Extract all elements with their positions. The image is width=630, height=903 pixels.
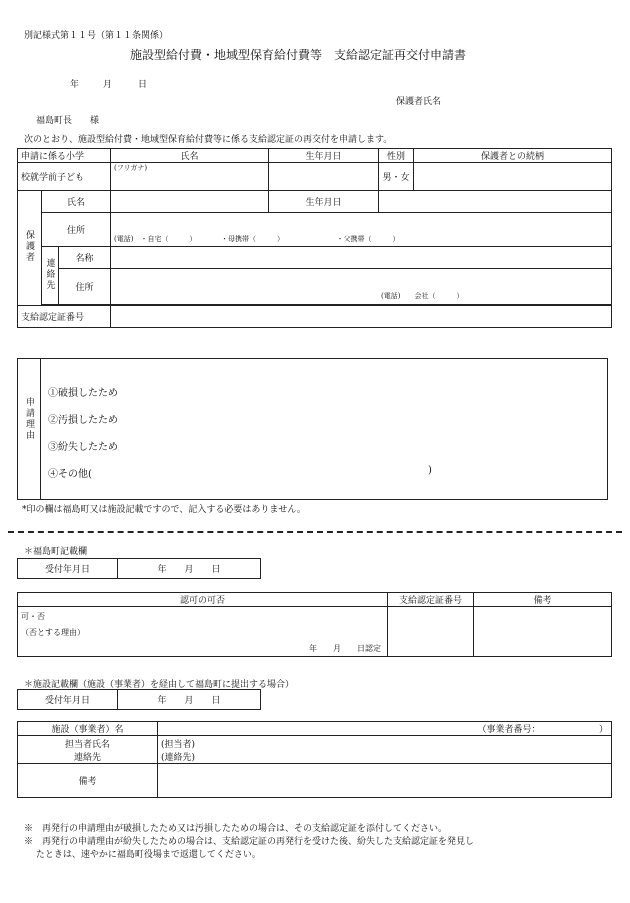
furigana-label: (フリガナ) xyxy=(114,164,148,172)
facility-remarks-label: 備考 xyxy=(18,764,158,798)
facility-table xyxy=(17,721,612,798)
contact-address-label: 住所 xyxy=(59,269,111,305)
approval-cell[interactable] xyxy=(18,607,388,657)
asterisk-note: *印の欄は福島町又は施設記載ですので、記入する必要はありません。 xyxy=(22,505,306,515)
child-name-field[interactable] xyxy=(111,163,269,191)
contact-name-field[interactable] xyxy=(111,247,612,269)
staff-value-2: (連絡先) xyxy=(161,752,196,763)
town-received-date[interactable]: 年 月 日 xyxy=(118,559,261,579)
company-phone: (電話) 会社（ ） xyxy=(381,292,464,300)
guardian-name-field[interactable] xyxy=(111,191,269,213)
staff-value-1: (担当者) xyxy=(161,739,196,750)
guardian-birth-label: 生年月日 xyxy=(269,191,379,213)
reason-side xyxy=(18,359,41,499)
contact-address-field[interactable] xyxy=(111,269,612,305)
approval-table xyxy=(17,592,612,657)
addressee: 福島町長 様 xyxy=(36,116,100,126)
town-received-label: 受付年月日 xyxy=(18,559,118,579)
date-year: 年 xyxy=(70,80,80,90)
remarks-value[interactable] xyxy=(474,607,612,657)
child-label-1: 申請に係る小学 xyxy=(18,149,111,163)
staff-label-1: 担当者氏名 xyxy=(64,739,110,750)
facility-received-label: 受付年月日 xyxy=(18,690,118,710)
reason-if-no: （否とする理由） xyxy=(21,628,85,637)
guardian-name-label: 保護者氏名 xyxy=(396,97,442,107)
page-title: 施設型給付費・地域型保育給付費等 支給認定証再交付申請書 xyxy=(130,48,467,62)
guardian-address-label: 住所 xyxy=(42,213,111,247)
date-day: 日 xyxy=(138,80,148,90)
applicant-table xyxy=(17,148,612,328)
reason-option-3[interactable]: ③紛失したため xyxy=(48,442,118,453)
operator-number[interactable]: （事業者番号： ） xyxy=(158,722,612,736)
cert-number-header: 支給認定証番号 xyxy=(388,593,474,607)
footnote-3: たときは、速やかに福島町役場まで返還してください。 xyxy=(24,850,261,860)
remarks-header: 備考 xyxy=(474,593,612,607)
reason-box xyxy=(17,358,608,500)
footnote-1: ※ 再発行の申請理由が破損したため又は汚損したための場合は、その支給認定証を添付してください。 xyxy=(24,824,448,834)
col-birth: 生年月日 xyxy=(269,149,379,163)
reason-option-2[interactable]: ②汚損したため xyxy=(48,415,118,426)
approved-date: 年 月 日認定 xyxy=(309,644,381,653)
child-birth-field[interactable] xyxy=(269,163,379,191)
col-relation: 保護者との続柄 xyxy=(414,149,612,163)
col-name: 氏名 xyxy=(111,149,269,163)
facility-name-label: 施設（事業者）名 xyxy=(18,722,158,736)
staff-field[interactable] xyxy=(158,736,612,764)
staff-label xyxy=(18,736,158,764)
form-number: 別記様式第１１号（第１１条関係） xyxy=(24,31,169,41)
child-label-2: 校就学前子ども xyxy=(18,163,111,191)
cert-number-label: 支給認定証番号 xyxy=(18,306,111,328)
reason-option-4[interactable]: ④その他( xyxy=(48,469,92,480)
reason-side-label: 申請理由 xyxy=(24,397,34,441)
facility-received-date[interactable]: 年 月 日 xyxy=(118,690,261,710)
approval-header: 認可の可否 xyxy=(18,593,388,607)
facility-received-table xyxy=(17,689,261,710)
guardian-address-field[interactable] xyxy=(111,213,612,247)
contact-name-label: 名称 xyxy=(59,247,111,269)
reason-close-paren: ) xyxy=(428,465,432,476)
phone-row: (電話) ・自宅（ ） ・母携帯（ ） ・父携帯（ ） xyxy=(114,235,400,243)
facility-remarks-field[interactable] xyxy=(158,764,612,798)
date-month: 月 xyxy=(103,80,113,90)
relation-field[interactable] xyxy=(414,163,612,191)
guardian-birth-field[interactable] xyxy=(379,191,612,213)
reason-option-1[interactable]: ①破損したため xyxy=(48,388,118,399)
contact-side-label: 連絡先 xyxy=(42,247,59,305)
guardian-name-cell: 氏名 xyxy=(42,191,111,213)
footnote-2: ※ 再発行の申請理由が紛失したための場合は、支給認定証の再発行を受けた後、紛失した支給認定証を発見し xyxy=(24,837,475,847)
staff-label-2: 連絡先 xyxy=(73,752,101,763)
cert-number-field[interactable] xyxy=(111,306,612,328)
facility-section-heading: ＊施設記載欄（施設（事業者）を経由して福島町に提出する場合） xyxy=(24,680,295,690)
town-section-heading: ＊福島町記載欄 xyxy=(24,547,88,557)
town-received-table xyxy=(17,558,261,579)
cut-line xyxy=(8,531,622,533)
col-gender: 性別 xyxy=(379,149,414,163)
yes-no-label: 可・否 xyxy=(21,612,45,621)
cert-number-value[interactable] xyxy=(388,607,474,657)
intro-text: 次のとおり、施設型給付費・地域型保育給付費等に係る支給認定証の再交付を申請します。 xyxy=(24,135,393,145)
gender-options[interactable]: 男・女 xyxy=(379,163,414,191)
guardian-side-label: 保護者 xyxy=(18,191,42,306)
